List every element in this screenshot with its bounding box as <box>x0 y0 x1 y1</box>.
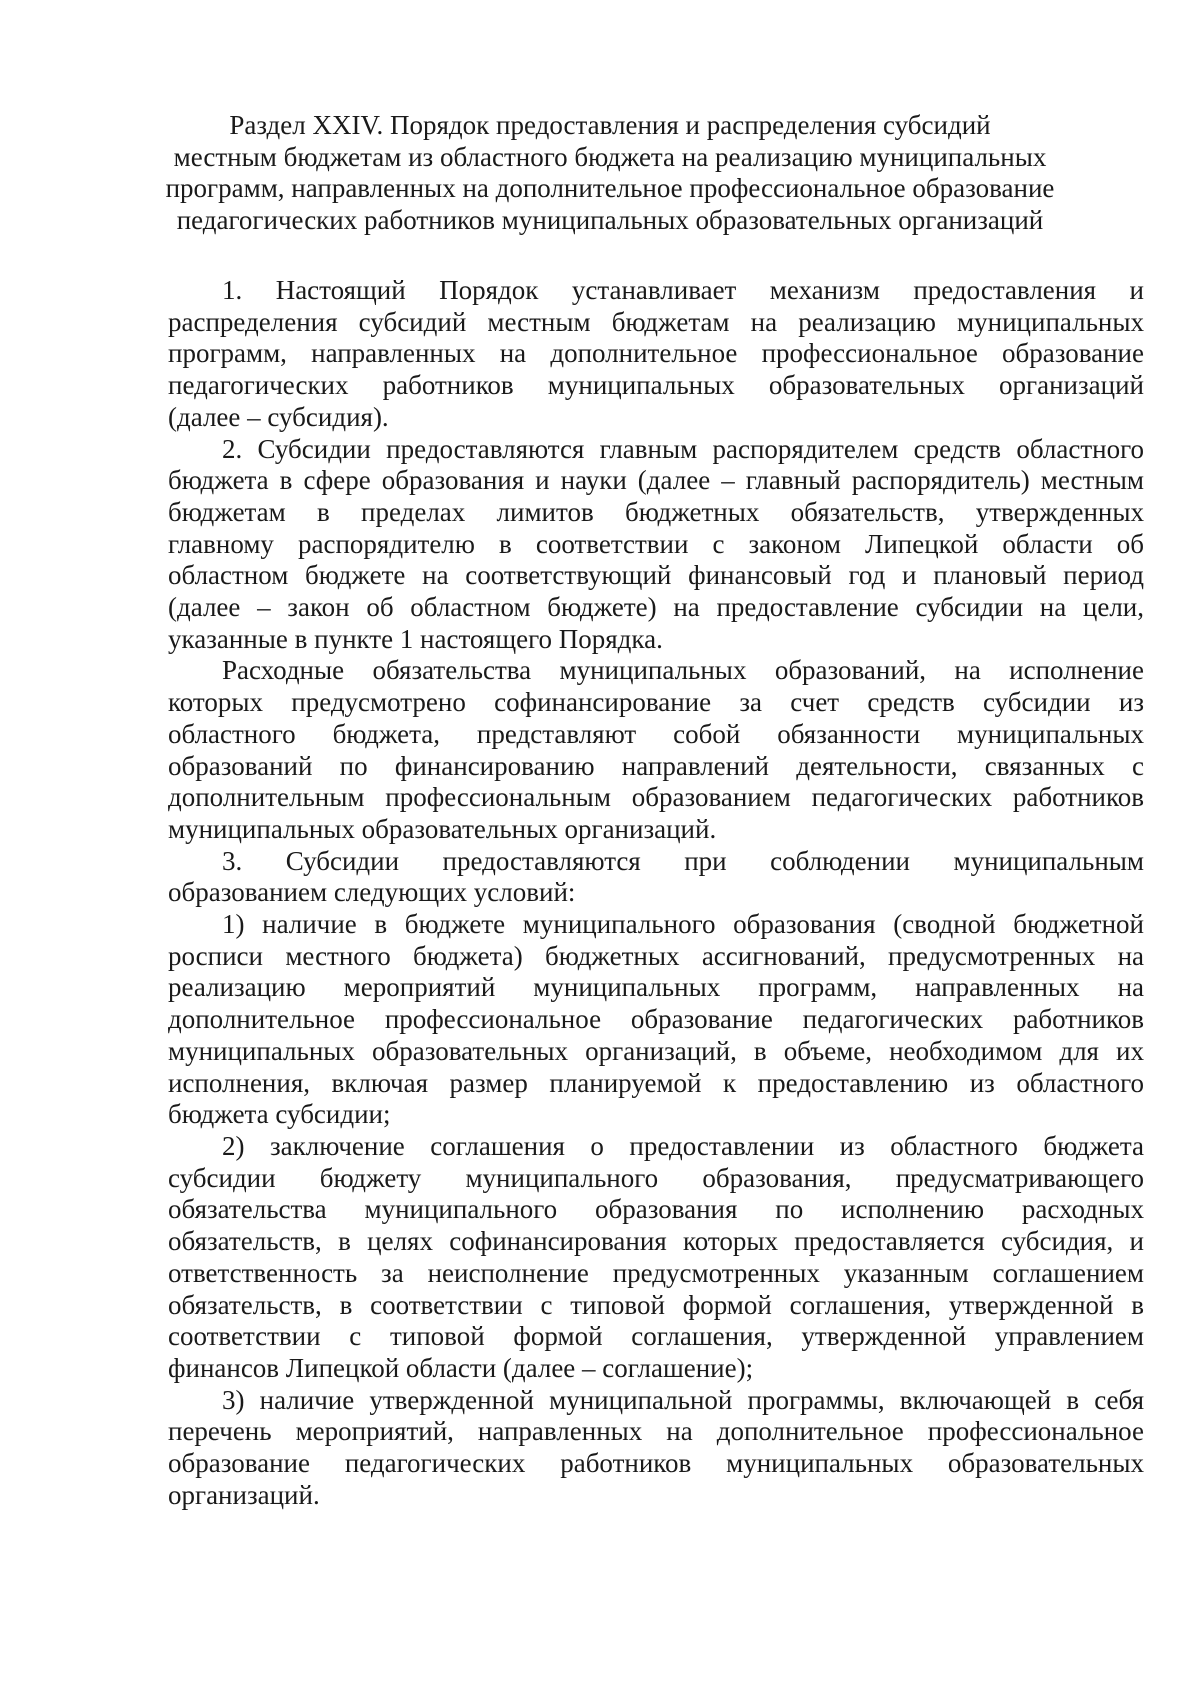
paragraph-line: образование педагогических работников муниципальных образовательных <box>168 1448 1144 1479</box>
paragraph-line: программ, направленных на дополнительное профессиональное образование <box>168 338 1144 369</box>
paragraph-line: соответствии с типовой формой соглашения, утвержденной управлением <box>168 1321 1144 1352</box>
paragraph-line: Расходные обязательства муниципальных образований, на исполнение <box>222 655 1144 686</box>
paragraph-line: (далее – закон об областном бюджете) на предоставление субсидии на цели, <box>168 592 1144 623</box>
paragraph-line: обязательства муниципального образования по исполнению расходных <box>168 1194 1144 1225</box>
paragraph-line: росписи местного бюджета) бюджетных ассигнований, предусмотренных на <box>168 940 1144 971</box>
paragraph-line: указанные в пункте 1 настоящего Порядка. <box>168 623 663 654</box>
paragraph-line: обязательств, в целях софинансирования которых предоставляется субсидия, и <box>168 1226 1144 1257</box>
paragraph-line: 3) наличие утвержденной муниципальной программы, включающей в себя <box>222 1384 1144 1415</box>
paragraph-line: 1. Настоящий Порядок устанавливает механизм предоставления и <box>222 275 1144 305</box>
paragraph-line: образований по финансированию направлений деятельности, связанных с <box>168 750 1144 781</box>
paragraph-line: субсидии бюджету муниципального образования, предусматривающего <box>168 1162 1144 1193</box>
paragraph-line: образованием следующих условий: <box>168 877 576 908</box>
paragraph-line: 1) наличие в бюджете муниципального образования (сводной бюджетной <box>222 909 1144 940</box>
paragraph-line: которых предусмотрено софинансирование за счет средств субсидии из <box>168 687 1144 718</box>
paragraph-line: дополнительное профессиональное образование педагогических работников <box>168 1004 1144 1035</box>
paragraph-line: областного бюджета, представляют собой обязанности муниципальных <box>168 718 1144 749</box>
paragraph-line: бюджета субсидии; <box>168 1099 391 1130</box>
paragraph <box>168 909 1144 1131</box>
paragraph-line: обязательств, в соответствии с типовой формой соглашения, утвержденной в <box>168 1289 1144 1320</box>
paragraph-line: муниципальных образовательных организаций. <box>168 813 717 844</box>
paragraph <box>168 275 1144 434</box>
section-title-line: педагогических работников муниципальных образовательных организаций <box>176 204 1044 235</box>
section-title-line: местным бюджетам из областного бюджета на реализацию муниципальных <box>173 141 1047 172</box>
paragraph-line: перечень мероприятий, направленных на дополнительное профессиональное <box>168 1416 1144 1447</box>
paragraph-line: педагогических работников муниципальных образовательных организаций <box>168 370 1144 401</box>
document-body <box>168 275 1144 1511</box>
paragraph <box>168 1131 1144 1385</box>
paragraph-line: главному распорядителю в соответствии с законом Липецкой области об <box>168 528 1144 559</box>
paragraph-line: бюджета в сфере образования и науки (далее – главный распорядитель) местным <box>168 465 1144 496</box>
section-title-line: программ, направленных на дополнительное профессиональное образование <box>165 173 1055 203</box>
section-title <box>150 110 1070 236</box>
paragraph-line: 2. Субсидии предоставляются главным распорядителем средств областного <box>222 433 1144 464</box>
paragraph-line: реализацию мероприятий муниципальных программ, направленных на <box>168 972 1144 1003</box>
paragraph-line: 3. Субсидии предоставляются при соблюдении муниципальным <box>222 845 1144 876</box>
paragraph <box>168 434 1144 656</box>
paragraph-line: организаций. <box>168 1479 320 1510</box>
paragraph <box>168 655 1144 845</box>
paragraph-line: бюджетам в пределах лимитов бюджетных обязательств, утвержденных <box>168 496 1144 527</box>
paragraph-line: распределения субсидий местным бюджетам на реализацию муниципальных <box>168 306 1144 337</box>
paragraph-line: муниципальных образовательных организаций, в объеме, необходимом для их <box>168 1035 1144 1066</box>
section-title-line: Раздел XXIV. Порядок предоставления и распределения субсидий <box>229 110 991 140</box>
paragraph-line: финансов Липецкой области (далее – соглашение); <box>168 1352 754 1383</box>
paragraph-line: (далее – субсидия). <box>168 401 389 432</box>
paragraph-line: ответственность за неисполнение предусмотренных указанным соглашением <box>168 1257 1144 1288</box>
paragraph-line: исполнения, включая размер планируемой к предоставлению из областного <box>168 1067 1144 1098</box>
paragraph <box>168 1385 1144 1512</box>
paragraph <box>168 846 1144 909</box>
paragraph-line: дополнительным профессиональным образованием педагогических работников <box>168 782 1144 813</box>
paragraph-line: 2) заключение соглашения о предоставлении из областного бюджета <box>222 1130 1144 1161</box>
paragraph-line: областном бюджете на соответствующий финансовый год и плановый период <box>168 560 1144 591</box>
